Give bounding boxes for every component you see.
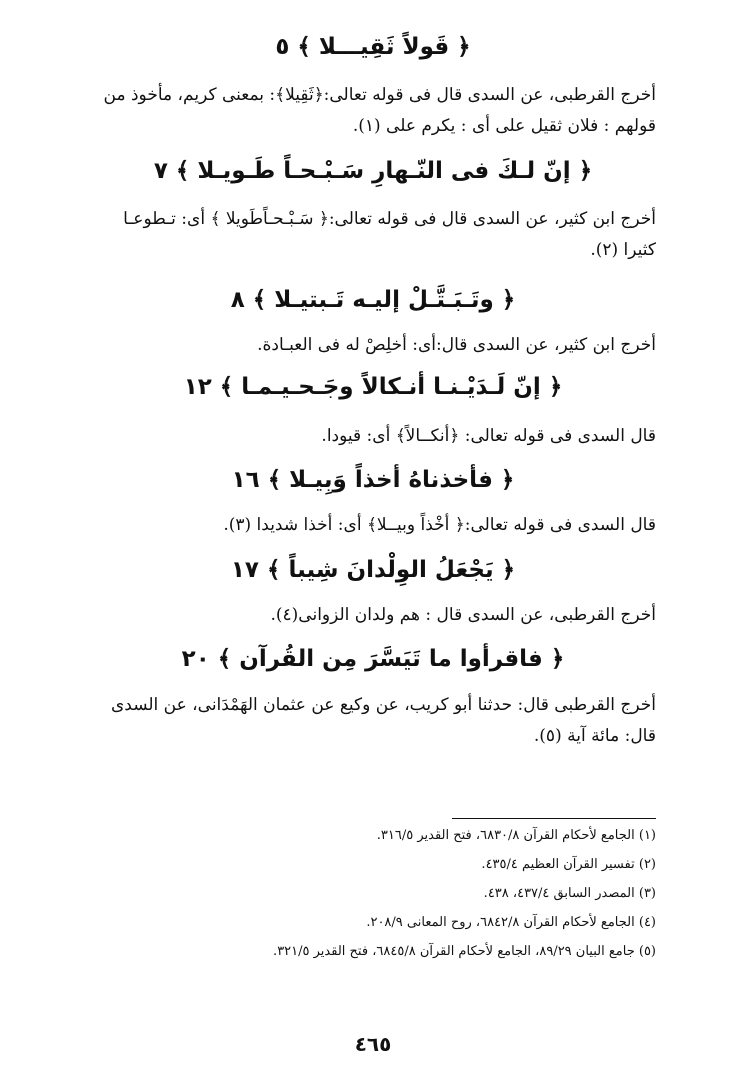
paragraph-line: أخرج القرطبى قال: حدثنا أبو كريب، عن وكيع عن عثمان الهَمْدَانى، عن السدى bbox=[110, 695, 656, 715]
paragraph-line: أخرج القرطبى، عن السدى قال : هم ولدان الزوانى(٤). bbox=[270, 605, 656, 625]
commentary-paragraph bbox=[84, 80, 656, 142]
commentary-paragraph bbox=[84, 510, 656, 541]
commentary-paragraph bbox=[84, 690, 656, 752]
footnote: (٣) المصدر السابق ٤٣٧/٤، ٤٣٨. bbox=[483, 886, 656, 901]
paragraph-line: كثيرا (٢). bbox=[590, 240, 656, 260]
paragraph-line: قال: مائة آية (٥). bbox=[533, 726, 656, 746]
paragraph-line: قال السدى فى قوله تعالى: ﴿أنكــالاً﴾ أى: قيودا. bbox=[321, 426, 656, 446]
footnote: (٥) جامع البيان ٨٩/٢٩، الجامع لأحكام القرآن ٦٨٤٥/٨، فتح القدير ٣٢١/٥. bbox=[273, 944, 656, 959]
page-number: ٤٦٥ bbox=[354, 1032, 392, 1056]
verse-heading: ﴿ فأخذناهُ أخذاً وَبِيـلا ﴾ ١٦ bbox=[231, 467, 515, 493]
verse-heading: ﴿ وتَـبَـتَّـلْ إليـه تَـبتيـلا ﴾ ٨ bbox=[230, 287, 516, 313]
footnote: (١) الجامع لأحكام القرآن ٦٨٣٠/٨، فتح القدير ٣١٦/٥. bbox=[376, 828, 656, 843]
verse-heading: ﴿ فاقرأوا ما تَيَسَّرَ مِن القُرآن ﴾ ٢٠ bbox=[181, 646, 565, 672]
footnote: (٤) الجامع لأحكام القرآن ٦٨٤٢/٨، روح المعانى ٢٠٨/٩. bbox=[366, 915, 656, 930]
verse-heading: ﴿ قَولاً ثَقِيـــلا ﴾ ٥ bbox=[275, 34, 471, 60]
footnote: (٢) تفسير القرآن العظيم ٤٣٥/٤. bbox=[481, 857, 656, 872]
paragraph-line: قال السدى فى قوله تعالى:﴿ أخْذاً وبيــلا﴾ أى: أخذا شديدا (٣). bbox=[223, 515, 656, 535]
verse-heading: ﴿ إنّ لـكَ فى النّـهارِ سَـبْـحـاً طَـويـلا ﴾ ٧ bbox=[153, 158, 593, 184]
paragraph-line: قولهم : فلان ثقيل على أى : يكرم على (١). bbox=[352, 116, 656, 136]
paragraph-line: أخرج ابن كثير، عن السدى قال فى قوله تعالى:﴿ سَـبْـحـاًطَويلا ﴾ أى: تـطوعـا bbox=[123, 209, 656, 229]
paragraph-line: أخرج ابن كثير، عن السدى قال:أى: أخلِصْ له فى العبـادة. bbox=[257, 335, 656, 355]
verse-heading: ﴿ يَجْعَلُ الوِلْدانَ شِيباً ﴾ ١٧ bbox=[230, 557, 516, 583]
commentary-paragraph bbox=[84, 421, 656, 452]
commentary-paragraph bbox=[84, 204, 656, 266]
footnote-divider bbox=[452, 818, 656, 819]
paragraph-line: أخرج القرطبى، عن السدى قال فى قوله تعالى:﴿ثَقِيلا﴾: بمعنى كريم، مأخوذ من bbox=[103, 85, 656, 105]
verse-heading: ﴿ إنّ لَـدَيْـنـا أنـكالاً وجَـحـيـمـا ﴾ ١٢ bbox=[183, 374, 563, 400]
commentary-paragraph bbox=[84, 330, 656, 361]
commentary-paragraph bbox=[84, 600, 656, 631]
